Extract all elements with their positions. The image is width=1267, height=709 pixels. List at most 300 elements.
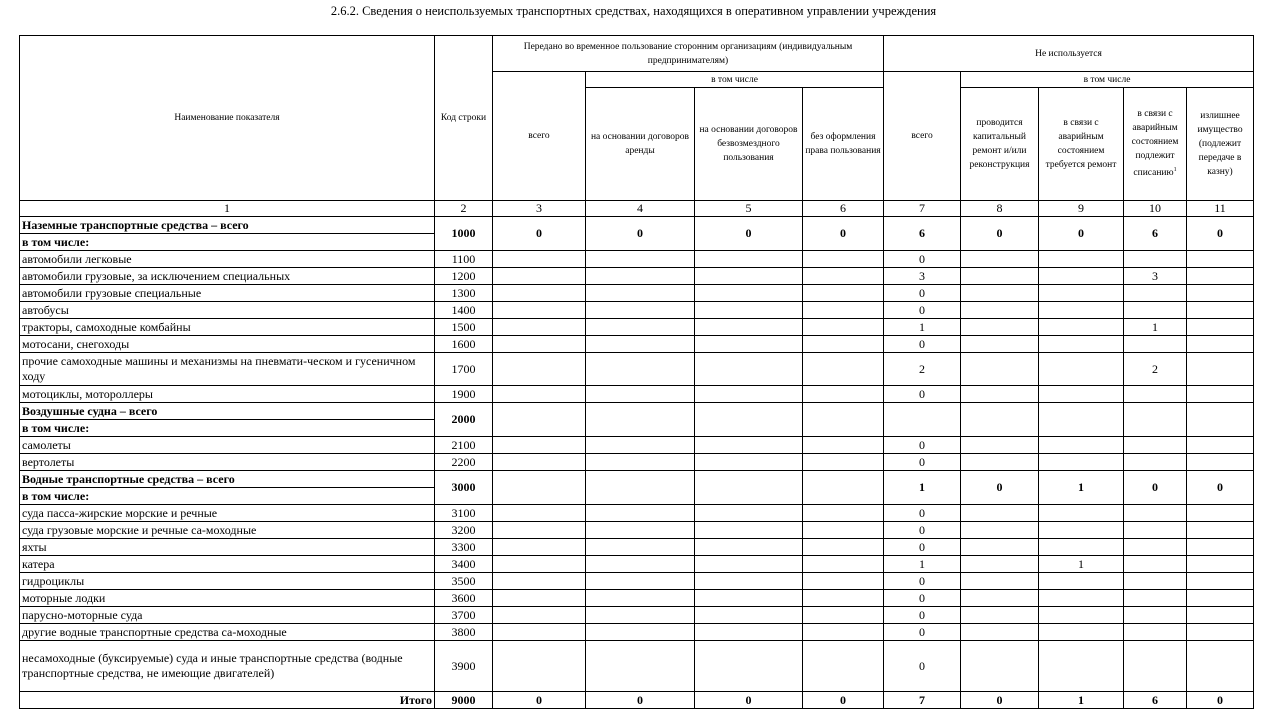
header-code: Код строки: [435, 36, 493, 201]
value-cell: [1039, 386, 1124, 403]
value-cell: [493, 403, 586, 437]
value-cell: [1187, 403, 1254, 437]
row-code: 1700: [435, 353, 493, 386]
table-row: [20, 539, 1254, 556]
value-cell: [1187, 573, 1254, 590]
value-cell: [961, 539, 1039, 556]
value-cell: 0: [586, 217, 695, 251]
value-cell: [1039, 522, 1124, 539]
value-cell: 0: [884, 285, 961, 302]
value-cell: [1124, 522, 1187, 539]
value-cell: [961, 454, 1039, 471]
value-cell: [1039, 624, 1124, 641]
value-cell: [961, 336, 1039, 353]
table-row: [20, 505, 1254, 522]
value-cell: 0: [961, 471, 1039, 505]
value-cell: 3: [1124, 268, 1187, 285]
row-code: 1000: [435, 217, 493, 251]
value-cell: [1039, 437, 1124, 454]
value-cell: [493, 353, 586, 386]
row-name: мотосани, снегоходы: [20, 336, 435, 353]
table-group-row: [20, 403, 1254, 437]
row-code: 3100: [435, 505, 493, 522]
row-code: 3800: [435, 624, 493, 641]
value-cell: 0: [884, 505, 961, 522]
value-cell: 0: [493, 217, 586, 251]
value-cell: [961, 319, 1039, 336]
value-cell: [1187, 336, 1254, 353]
row-code: 1400: [435, 302, 493, 319]
table-row: [20, 573, 1254, 590]
header-col5: на основании договоров безвозмездного пользования: [695, 88, 803, 201]
value-cell: 2: [1124, 353, 1187, 386]
total-value: 0: [695, 692, 803, 709]
value-cell: 0: [884, 386, 961, 403]
value-cell: [493, 285, 586, 302]
value-cell: [586, 641, 695, 692]
value-cell: [1039, 590, 1124, 607]
total-value: 0: [961, 692, 1039, 709]
value-cell: [695, 505, 803, 522]
total-value: 0: [493, 692, 586, 709]
column-number: 10: [1124, 201, 1187, 217]
value-cell: [695, 437, 803, 454]
total-value: 6: [1124, 692, 1187, 709]
row-code: 3600: [435, 590, 493, 607]
footnote-mark: 1: [1173, 167, 1177, 174]
value-cell: [803, 573, 884, 590]
value-cell: 0: [961, 217, 1039, 251]
column-number: 4: [586, 201, 695, 217]
value-cell: 0: [884, 251, 961, 268]
value-cell: [803, 285, 884, 302]
value-cell: [1187, 624, 1254, 641]
value-cell: [1124, 641, 1187, 692]
value-cell: [586, 505, 695, 522]
header-col10: [1124, 88, 1187, 201]
value-cell: [961, 386, 1039, 403]
value-cell: [961, 573, 1039, 590]
total-code: 9000: [435, 692, 493, 709]
value-cell: 0: [884, 573, 961, 590]
value-cell: [961, 251, 1039, 268]
total-label: Итого: [20, 692, 435, 709]
table-row: [20, 386, 1254, 403]
table-row: [20, 556, 1254, 573]
value-cell: [695, 607, 803, 624]
row-code: 2200: [435, 454, 493, 471]
value-cell: [1039, 319, 1124, 336]
value-cell: [1039, 268, 1124, 285]
group-subtitle: в том числе:: [22, 489, 90, 503]
value-cell: [961, 522, 1039, 539]
row-name: мотоциклы, мотороллеры: [20, 386, 435, 403]
group-name-cell: [20, 403, 435, 437]
value-cell: [695, 624, 803, 641]
value-cell: 1: [884, 319, 961, 336]
value-cell: [803, 590, 884, 607]
value-cell: [1187, 319, 1254, 336]
value-cell: [803, 505, 884, 522]
value-cell: 0: [884, 624, 961, 641]
table-row: [20, 302, 1254, 319]
value-cell: [1124, 454, 1187, 471]
value-cell: [803, 454, 884, 471]
table-row: [20, 522, 1254, 539]
value-cell: [1124, 556, 1187, 573]
value-cell: [586, 268, 695, 285]
row-code: 1200: [435, 268, 493, 285]
row-code: 3000: [435, 471, 493, 505]
value-cell: [961, 353, 1039, 386]
header-col8: проводится капитальный ремонт и/или реконструкция: [961, 88, 1039, 201]
value-cell: [803, 437, 884, 454]
value-cell: [1187, 353, 1254, 386]
value-cell: [586, 573, 695, 590]
row-name: яхты: [20, 539, 435, 556]
value-cell: [493, 539, 586, 556]
row-name: вертолеты: [20, 454, 435, 471]
row-name: другие водные транспортные средства са-моходные: [20, 624, 435, 641]
value-cell: [493, 302, 586, 319]
value-cell: [493, 624, 586, 641]
value-cell: [961, 302, 1039, 319]
row-code: 1100: [435, 251, 493, 268]
value-cell: [586, 607, 695, 624]
value-cell: [1124, 607, 1187, 624]
header-name: Наименование показателя: [20, 36, 435, 201]
column-number: 1: [20, 201, 435, 217]
value-cell: [803, 522, 884, 539]
column-number: 2: [435, 201, 493, 217]
value-cell: [695, 268, 803, 285]
value-cell: [1187, 454, 1254, 471]
column-numbers-row: [20, 201, 1254, 217]
value-cell: [803, 641, 884, 692]
value-cell: [1187, 285, 1254, 302]
value-cell: [1187, 505, 1254, 522]
header-col11: излишнее имущество (подлежит передаче в казну): [1187, 88, 1254, 201]
value-cell: 2: [884, 353, 961, 386]
value-cell: [1124, 573, 1187, 590]
table-row: [20, 268, 1254, 285]
value-cell: [803, 624, 884, 641]
value-cell: [803, 353, 884, 386]
value-cell: [586, 556, 695, 573]
value-cell: [1039, 285, 1124, 302]
value-cell: [1039, 403, 1124, 437]
value-cell: [803, 319, 884, 336]
value-cell: 0: [884, 641, 961, 692]
value-cell: [961, 437, 1039, 454]
value-cell: 0: [884, 454, 961, 471]
row-name: автомобили грузовые специальные: [20, 285, 435, 302]
table-row: [20, 641, 1254, 692]
value-cell: [493, 386, 586, 403]
value-cell: [961, 285, 1039, 302]
value-cell: [493, 590, 586, 607]
header-group-unused: Не используется: [884, 36, 1254, 72]
value-cell: [1187, 556, 1254, 573]
value-cell: [1187, 590, 1254, 607]
value-cell: 1: [1039, 556, 1124, 573]
value-cell: [586, 386, 695, 403]
table-row: [20, 590, 1254, 607]
total-value: 0: [803, 692, 884, 709]
value-cell: [803, 268, 884, 285]
value-cell: [586, 437, 695, 454]
table-row: [20, 353, 1254, 386]
value-cell: [493, 437, 586, 454]
row-code: 1500: [435, 319, 493, 336]
value-cell: [961, 556, 1039, 573]
value-cell: [695, 285, 803, 302]
value-cell: 1: [884, 471, 961, 505]
value-cell: [803, 386, 884, 403]
value-cell: [1187, 522, 1254, 539]
value-cell: [1187, 607, 1254, 624]
value-cell: [695, 386, 803, 403]
row-code: 1900: [435, 386, 493, 403]
table-row: [20, 437, 1254, 454]
value-cell: [586, 624, 695, 641]
value-cell: [493, 505, 586, 522]
value-cell: [695, 336, 803, 353]
table-row: [20, 336, 1254, 353]
value-cell: [586, 285, 695, 302]
header-group-transferred: Передано во временное пользование сторонним организациям (индивидуальным предпринимателям): [493, 36, 884, 72]
column-number: 7: [884, 201, 961, 217]
value-cell: [586, 539, 695, 556]
value-cell: [695, 556, 803, 573]
row-code: 3400: [435, 556, 493, 573]
column-number: 3: [493, 201, 586, 217]
table-row: [20, 251, 1254, 268]
row-code: 1300: [435, 285, 493, 302]
value-cell: [586, 403, 695, 437]
value-cell: [493, 573, 586, 590]
value-cell: [1124, 539, 1187, 556]
value-cell: 0: [1187, 471, 1254, 505]
value-cell: [1124, 505, 1187, 522]
row-code: 3200: [435, 522, 493, 539]
table-row: [20, 624, 1254, 641]
value-cell: [961, 607, 1039, 624]
value-cell: 0: [884, 522, 961, 539]
value-cell: [1124, 437, 1187, 454]
row-name: автомобили грузовые, за исключением специальных: [20, 268, 435, 285]
row-name: суда пасса-жирские морские и речные: [20, 505, 435, 522]
value-cell: [586, 336, 695, 353]
value-cell: 3: [884, 268, 961, 285]
value-cell: [1039, 539, 1124, 556]
header-in-that-number-2: в том числе: [961, 72, 1254, 88]
total-value: 7: [884, 692, 961, 709]
value-cell: 6: [1124, 217, 1187, 251]
value-cell: [1039, 251, 1124, 268]
row-name: суда грузовые морские и речные са-моходные: [20, 522, 435, 539]
value-cell: [1187, 539, 1254, 556]
row-code: 3900: [435, 641, 493, 692]
value-cell: [695, 522, 803, 539]
value-cell: [1039, 505, 1124, 522]
value-cell: [695, 403, 803, 437]
value-cell: [1124, 302, 1187, 319]
value-cell: [803, 607, 884, 624]
value-cell: [586, 590, 695, 607]
header-col6: без оформления права пользования: [803, 88, 884, 201]
value-cell: [884, 403, 961, 437]
value-cell: [1124, 590, 1187, 607]
row-name: парусно-моторные суда: [20, 607, 435, 624]
value-cell: 1: [884, 556, 961, 573]
value-cell: [961, 505, 1039, 522]
value-cell: [1124, 386, 1187, 403]
row-code: 2100: [435, 437, 493, 454]
value-cell: [695, 590, 803, 607]
value-cell: [803, 251, 884, 268]
column-number: 5: [695, 201, 803, 217]
column-number: 8: [961, 201, 1039, 217]
row-name: моторные лодки: [20, 590, 435, 607]
value-cell: [1039, 607, 1124, 624]
value-cell: [695, 302, 803, 319]
value-cell: [493, 319, 586, 336]
value-cell: [961, 624, 1039, 641]
value-cell: [1039, 641, 1124, 692]
row-name: тракторы, самоходные комбайны: [20, 319, 435, 336]
row-name: катера: [20, 556, 435, 573]
transport-table: [19, 35, 1254, 709]
value-cell: 0: [1124, 471, 1187, 505]
group-title: Наземные транспортные средства – всего: [20, 217, 434, 234]
value-cell: [493, 268, 586, 285]
value-cell: [695, 353, 803, 386]
value-cell: 0: [884, 590, 961, 607]
value-cell: [1187, 437, 1254, 454]
value-cell: 0: [695, 217, 803, 251]
total-row: [20, 692, 1254, 709]
value-cell: [1187, 386, 1254, 403]
row-name: несамоходные (буксируемые) суда и иные транспортные средства (водные транспортные средства, не имеющие двигателей): [20, 641, 435, 692]
table-row: [20, 454, 1254, 471]
value-cell: [695, 573, 803, 590]
value-cell: [1124, 624, 1187, 641]
row-name: автобусы: [20, 302, 435, 319]
table-row: [20, 607, 1254, 624]
column-number: 6: [803, 201, 884, 217]
value-cell: [586, 251, 695, 268]
header-col3: всего: [493, 72, 586, 201]
value-cell: [586, 302, 695, 319]
value-cell: [1124, 403, 1187, 437]
value-cell: 0: [803, 217, 884, 251]
value-cell: 0: [884, 437, 961, 454]
header-col10-text: в связи с аварийным состоянием подлежит списанию: [1131, 109, 1179, 179]
row-code: 3500: [435, 573, 493, 590]
value-cell: [1124, 285, 1187, 302]
row-code: 3700: [435, 607, 493, 624]
value-cell: [586, 353, 695, 386]
value-cell: [803, 302, 884, 319]
group-title: Воздушные судна – всего: [20, 403, 434, 420]
value-cell: 0: [884, 539, 961, 556]
value-cell: 0: [1187, 217, 1254, 251]
column-number: 9: [1039, 201, 1124, 217]
value-cell: [961, 268, 1039, 285]
value-cell: [493, 454, 586, 471]
value-cell: [1187, 268, 1254, 285]
value-cell: [695, 454, 803, 471]
table-row: [20, 285, 1254, 302]
value-cell: [493, 336, 586, 353]
value-cell: [695, 319, 803, 336]
value-cell: [1187, 641, 1254, 692]
value-cell: [1187, 251, 1254, 268]
header-col7: всего: [884, 72, 961, 201]
value-cell: [493, 471, 586, 505]
value-cell: [961, 590, 1039, 607]
row-code: 3300: [435, 539, 493, 556]
group-name-cell: [20, 471, 435, 505]
value-cell: [586, 454, 695, 471]
row-name: самолеты: [20, 437, 435, 454]
row-code: 2000: [435, 403, 493, 437]
row-code: 1600: [435, 336, 493, 353]
value-cell: [1124, 251, 1187, 268]
value-cell: [493, 641, 586, 692]
value-cell: [695, 471, 803, 505]
column-number: 11: [1187, 201, 1254, 217]
row-name: автомобили легковые: [20, 251, 435, 268]
table-row: [20, 319, 1254, 336]
total-value: 0: [1187, 692, 1254, 709]
value-cell: [493, 607, 586, 624]
row-name: прочие самоходные машины и механизмы на пневмати-ческом и гусеничном ходу: [20, 353, 435, 386]
value-cell: 1: [1039, 471, 1124, 505]
value-cell: [803, 336, 884, 353]
value-cell: 0: [1039, 217, 1124, 251]
value-cell: [803, 403, 884, 437]
table-group-row: [20, 471, 1254, 505]
value-cell: [695, 641, 803, 692]
table-group-row: [20, 217, 1254, 251]
group-subtitle: в том числе:: [22, 235, 90, 249]
value-cell: [803, 556, 884, 573]
value-cell: [803, 471, 884, 505]
value-cell: 0: [884, 336, 961, 353]
value-cell: [695, 251, 803, 268]
value-cell: [803, 539, 884, 556]
value-cell: [695, 539, 803, 556]
value-cell: [493, 556, 586, 573]
document-title: 2.6.2. Сведения о неиспользуемых транспортных средствах, находящихся в оперативном управлении учреждения: [330, 4, 937, 18]
value-cell: [1187, 302, 1254, 319]
row-name: гидроциклы: [20, 573, 435, 590]
group-subtitle: в том числе:: [22, 421, 90, 435]
value-cell: [1124, 336, 1187, 353]
total-value: 0: [586, 692, 695, 709]
value-cell: [961, 641, 1039, 692]
value-cell: 1: [1124, 319, 1187, 336]
value-cell: [961, 403, 1039, 437]
value-cell: [1039, 336, 1124, 353]
total-value: 1: [1039, 692, 1124, 709]
value-cell: [1039, 573, 1124, 590]
header-col9: в связи с аварийным состоянием требуется ремонт: [1039, 88, 1124, 201]
value-cell: [1039, 353, 1124, 386]
header-in-that-number-1: в том числе: [586, 72, 884, 88]
